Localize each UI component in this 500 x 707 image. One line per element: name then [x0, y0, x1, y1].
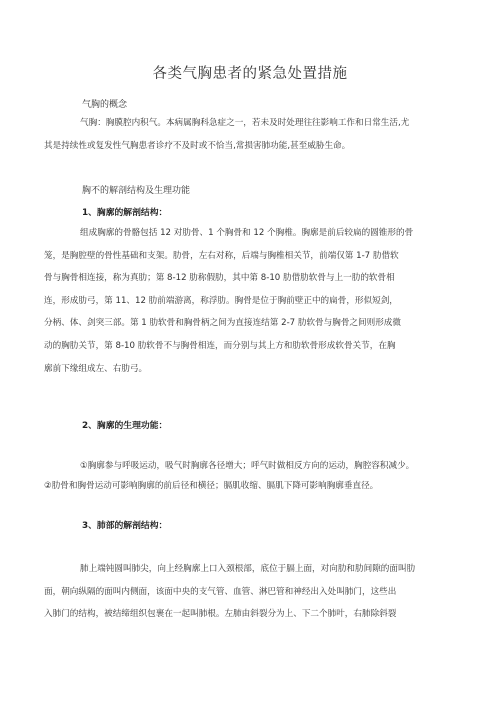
anatomy-line: 骨与胸骨相连接，称为真肋；第 8-12 肋称假肋，其中第 8-10 肋借肋软骨与上一肋的软骨相	[44, 273, 395, 284]
lung-line: 入肺门的结构，被结缔组织包裹在一起叫肺根。左肺由斜裂分为上、下二个肺叶，右肺除斜裂	[44, 609, 397, 620]
lung-line: 肺上端钝圆叫肺尖，向上经胸廓上口入颈根部，底位于膈上面，对向肋和肋间隙的面叫肋	[80, 564, 416, 574]
function-line: ①胸廓参与呼吸运动，吸气时胸廓各径增大；呼气时做相反方向的运动，胸腔容积减少。	[80, 461, 415, 471]
section-concept-heading: 气胸的概念	[82, 100, 128, 110]
anatomy-line: 组成胸廓的骨骼包括 12 对肋骨、1 个胸骨和 12 个胸椎。胸廓是前后较扁的圆锥形的骨	[80, 228, 414, 238]
concept-line: 其是持续性或复发性气胸患者诊疗不及时或不恰当,常损害肺功能,甚至威胁生命。	[44, 140, 351, 151]
anatomy-line: 动的胸肋关节，第 8-10 肋软骨不与胸骨相连，而分别与其上方和肋软骨形成软骨关节，在胸	[44, 340, 396, 351]
heading-thorax-anatomy: 1、胸廓的解剖结构：	[82, 208, 168, 218]
concept-paragraph	[44, 112, 446, 157]
anatomy-paragraph	[44, 222, 446, 380]
heading-thorax-function: 2、胸廓的生理功能：	[82, 421, 168, 431]
document-title: 各类气胸患者的紧急处置措施	[152, 66, 348, 82]
anatomy-line: 连，形成肋弓，第 11、12 肋前端游离，称浮肋。胸骨是位于胸前壁正中的扁骨，形似短剑，	[44, 295, 398, 306]
concept-line: 气胸：胸膜腔内积气。本病属胸科急症之一，若未及时处理往往影响工作和日常生活,尤	[80, 118, 410, 128]
anatomy-line: 廓前下缘组成左、右肋弓。	[44, 363, 148, 374]
lung-line: 面，朝向纵隔的面叫内侧面，该面中央的支气管、血管、淋巴管和神经出入处叫肺门，这些出	[44, 586, 397, 597]
anatomy-line: 笼，是胸腔壁的骨性基础和支架。肋骨，左右对称，后端与胸椎相关节，前端仅第 1-7 肋借软	[44, 250, 399, 261]
heading-lung-anatomy: 3、肺部的解剖结构：	[82, 521, 168, 531]
section-anatomy-heading: 胸不的解剖结构及生理功能	[82, 186, 191, 196]
anatomy-line: 分柄、体、剑突三部。第 1 肋软骨和胸骨柄之间为直接连结第 2-7 肋软骨与胸骨之间则形成微	[44, 318, 401, 329]
lung-paragraph	[44, 558, 446, 626]
function-paragraph	[44, 456, 446, 496]
function-line: ②肋骨和胸骨运动可影响胸廓的前后径和横径；膈肌收缩、膈肌下降可影响胸廓垂直径。	[44, 481, 379, 491]
